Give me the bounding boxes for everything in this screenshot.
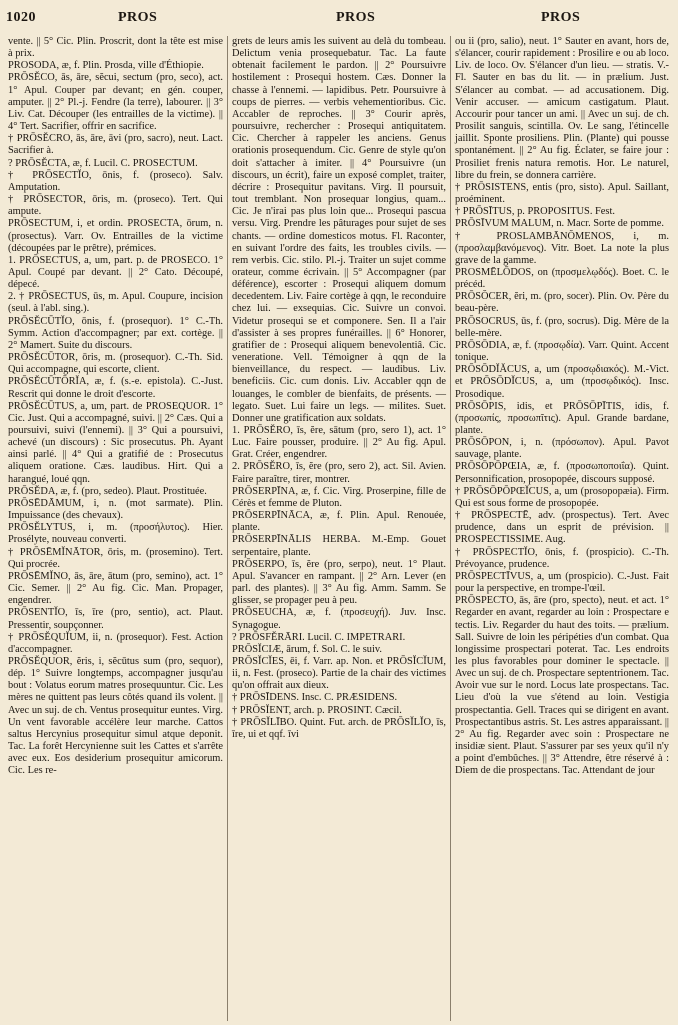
dictionary-entry: PRŌSĔCO, ās, āre, sĕcui, sectum (pro, seco), act. 1° Apul. Couper par devant; en gén. couper, amputer. || 2° Pl.-j. Fendre (la terre), labourer. || 3° Liv. Cat. Découper (les entrailles de la victime). || 4° Tert. Sacrifier, offrir en sacrifice. — [8, 72, 223, 133]
dictionary-entry: PRŌSĔCŪTĬO, ōnis, f. (prosequor). 1° C.-Th. Symm. Action d'accompagner; par ext. cortège. || 2° Mamert. Suite du discours. — [8, 315, 223, 351]
dictionary-entry: grets de leurs amis les suivent au delà du tombeau. Delictum venia prosequebatur. Tac. La faute obtenait facilement le pardon. || 2° Poursuivre hostilement : Prosequi hostem. Cæs. Donner la chasse à l'ennemi. — lapidibus. Petr. Poursuivre à coups de pierres. — verbis vehementioribus. Cic. Accabler de reproches. || 3° Courir après, poursuivre, rechercher : Prosequi antiquitatem. Cic. Chercher à rappeler les anciens. Genus orationis prosequendum. Cic. Genre de style qu'on doit s'attacher à imiter. || 4° Poursuivre (un discours, un écrit), faire un exposé complet, traiter, décrire : Prosequitur pavitans. Virg. Il poursuit, tout tremblant. Non prosequar longius, quam... Cic. Je n'irai pas plus loin que... Prosequi pascua versu. Virg. Prendre les pâturages pour sujet de ses chants. — ordine domesticos motus. Fl. Raconter, en suivant l'ordre des faits, les troubles civils. — rem verbis. Cic. stilo. Pl.-j. Traiter un sujet comme orateur, comme écrivain. || 5° Accompagner (par déférence), escorter : Prosequi aliquem domum decedentem. Liv. Faire cortège à qqn, le reconduire chez lui. — exsequias. Cic. Suivre un convoi. Videtur prosequi se et componere. Sen. Il a l'air d'assister à ses propres funérailles. || 6° Honorer, gratifier de : Prosequi aliquem benevolentiâ. Cic. veneratione. Vell. Témoigner à qqn de la bienveillance, du respect. — laudibus. Liv. beneficiis. Cic. cum donis. Liv. Accabler qqn de louanges, le combler de bienfaits, de présents. — legato. Suet. Lui faire un legs. — milites. Suet. Donner une gratification aux soldats. — [232, 36, 446, 424]
dictionary-entry: † PRŌSISTENS, entis (pro, sisto). Apul. Saillant, proéminent. — [455, 181, 669, 206]
dictionary-entry: PROSMĒLŌDOS, on (προσμελῳδός). Boet. C. le précéd. — [455, 266, 669, 291]
dictionary-entry: vente. || 5° Cic. Plin. Proscrit, dont la tête est mise à prix. — [8, 36, 223, 60]
dictionary-entry: † PRŌSĬLĪBO. Quint. Fut. arch. de PRŌSĬLĬO, īs, īre, ui et qqf. īvi — [232, 716, 446, 740]
dictionary-entry: † PRŌSĔCRO, ās, āre, āvi (pro, sacro), neut. Lact. Sacrifier à. — [8, 133, 223, 157]
dictionary-entry: PRŌSĔQUOR, ĕris, i, sĕcūtus sum (pro, sequor), dép. 1° Suivre longtemps, accompagner jusqu'au bout : Volatus eorum matres prosequuntur. Cic. Les mères ne quittent pas leurs côtés quand ils volent. || Avec un suj. de ch. Ventus prosequitur euntes. Virg. Un vent favorable accélère leur marche. Cattos saltus Hercynius prosequitur simul atque deponit. Tac. La forêt Hercynienne suit les Cattes et s'arrête avec eux. Eos desiderium prosequitur amicorum. Cic. Les re- — [8, 655, 223, 777]
dictionary-entry: PRŌSĔCŪTŌRĬA, æ, f. (s.-e. epistola). C.-Just. Rescrit qui donne le droit d'escorte. — [8, 376, 223, 400]
dictionary-entry: PRŌSEUCHA, æ, f. (προσευχή). Juv. Insc. Synagogue. — [232, 607, 446, 631]
column-middle — [227, 36, 450, 1021]
dictionary-entry: PRŌSĬCIÆ, ārum, f. Sol. C. le suiv. — [232, 643, 382, 655]
dictionary-entry: PRŌSENTĬO, īs, īre (pro, sentio), act. Plaut. Pressentir, soupçonner. — [8, 607, 223, 631]
dictionary-entry: † PRŌSĔQUĬUM, ii, n. (prosequor). Fest. Action d'accompagner. — [8, 631, 223, 655]
column-right — [450, 36, 673, 1021]
dictionary-entry: PRŌSOCRUS, ūs, f. (pro, socrus). Dig. Mère de la belle-mère. — [455, 315, 669, 339]
dictionary-entry: ou ii (pro, salio), neut. 1° Sauter en avant, hors de, s'élancer, courir rapidement : Prosilire e ou ab loco. Liv. de loco. Ov. S'élancer d'un lieu. — stratis. V.-Fl. Sauter en bas du lit. — in prælium. Just. S'élancer au combat. — ad accusationem. Dig. Venir accuser. — amicum castigatum. Plaut. Accourir pour tancer un ami. || Avec un suj. de ch. Prosilit sanguis, scintilla. Ov. Le sang, l'étincelle jaillit. Sponte prosiliens. Plin. (Plante) qui pousse spontanément. || 2° Au fig. Éclater, se faire jour : Prosiliet frenis natura remotis. Hor. Le naturel, libre du frein, se donnera carrière. — [455, 36, 669, 181]
dictionary-entry: † PRŌSĬENT, arch. p. PROSINT. Cæcil. — [232, 704, 402, 716]
dictionary-entry: PRŌSĒMĬNO, ās, āre, ātum (pro, semino), act. 1° Cic. Semer. || 2° Au fig. Cic. Man. Propager, engendrer. — [8, 570, 223, 607]
dictionary-entry: 1. PRŌSECTUS, a, um, part. p. de PROSECO. 1° Apul. Coupé par devant. || 2° Cato. Découpé, dépecé. — [8, 254, 223, 291]
dictionary-entry: † PRŌSĪTUS, p. PROPOSITUS. Fest. — [455, 206, 615, 218]
running-head — [6, 10, 672, 32]
dictionary-entry: † PRŌSĪDENS. Insc. C. PRÆSIDENS. — [232, 692, 398, 704]
dictionary-entry: PRŌSERPO, īs, ĕre (pro, serpo), neut. 1° Plaut. Apul. S'avancer en rampant. || 2° Arn. Lever (en parl. des plantes). || 3° Au fig. Amm. Samm. Se glisser, se propager peu à peu. — [232, 558, 446, 607]
dictionary-entry: † PRŌSĒMĬNĀTOR, ōris, m. (prosemino). Tert. Qui procrée. — [8, 546, 223, 570]
dictionary-entry: PRŌSŌPIS, idis, et PRŌSŌPĪTIS, idis, f. (προσωπίς, προσωπῖτις). Apul. Grande bardane, plante. — [455, 400, 669, 436]
dictionary-entry: PRŌSŌDIA, æ, f. (προσῳδία). Varr. Quint. Accent tonique. — [455, 339, 669, 364]
dictionary-entry: PRŌSĬCĬES, ēi, f. Varr. ap. Non. et PRŌSĬCĬUM, ii, n. Fest. (proseco). Partie de la chair des victimes qu'on offrait aux dieux. — [232, 655, 446, 692]
dictionary-entry: 2. PRŌSĔRO, īs, ĕre (pro, sero 2), act. Sil. Avien. Faire paraître, tirer, montrer. — [232, 461, 446, 485]
page-number: 1020 — [6, 10, 36, 25]
dictionary-entry: ? PRŌSFĔRĀRI. Lucil. C. IMPETRARI. — [232, 631, 406, 643]
dictionary-entry: PRŌSĔCŪTOR, ōris, m. (prosequor). C.-Th. Sid. Qui accompagne, qui escorte, client. — [8, 352, 223, 376]
dictionary-entry: PRŌSERPĪNA, æ, f. Cic. Virg. Proserpine, fille de Cérès et femme de Pluton. — [232, 485, 446, 509]
dictionary-entry: 2. † PRŌSECTUS, ūs, m. Apul. Coupure, incision (seul. à l'abl. sing.). — [8, 291, 223, 315]
running-head-right: PROS — [541, 10, 581, 25]
dictionary-entry: 1. PRŌSĔRO, īs, ĕre, sātum (pro, sero 1), act. 1° Luc. Faire pousser, produire. || 2° Au fig. Apul. Grat. Créer, engendrer. — [232, 425, 446, 461]
dictionary-entry: † PRŌSPECTĬO, ōnis, f. (prospicio). C.-Th. Prévoyance, prudence. — [455, 546, 669, 570]
column-left — [4, 36, 227, 1021]
dictionary-entry: ? PRŌSĔCTA, æ, f. Lucil. C. PROSECTUM. — [8, 157, 198, 169]
dictionary-entry: PRŌSECTUM, i, et ordin. PROSECTA, ōrum, n. (prosectus). Varr. Ov. Entrailles de la victime (découpées par le prêtre), prémices. — [8, 218, 223, 254]
dictionary-entry: PRŌSĒDĀMUM, i, n. (mot sarmate). Plin. Impuissance (des chevaux). — [8, 497, 223, 522]
dictionary-entry: PRŌSĪVUM MALUM, n. Macr. Sorte de pomme. — [455, 218, 664, 230]
dictionary-entry: PRŌSŌPŌPŒIA, æ, f. (προσωποποιΐα). Quint. Personnification, prosopopée, discours supposé. — [455, 461, 669, 485]
dictionary-entry: PRŌSŌDĬĂCUS, a, um (προσῳδιακός). M.-Vict. et PRŌSŌDĬCUS, a, um (προσῳδικός). Insc. Prosodique. — [455, 364, 669, 400]
dictionary-entry: PRŌSŌPON, i, n. (πρόσωπον). Apul. Pavot sauvage, plante. — [455, 437, 669, 461]
dictionary-entry: PRŌSĔLYTUS, i, m. (προσήλυτος). Hier. Prosélyte, nouveau converti. — [8, 522, 223, 546]
dictionary-entry: PRŌSĔCŪTUS, a, um, part. de PROSEQUOR. 1° Cic. Just. Qui a accompagné, suivi. || 2° Cæs. Qui a poursuivi, suivi (l'ennemi). || 3° Qui a poursuivi, achevé (un discours) : Sic prosecutus. Ph. Ayant ainsi parlé. || 4° Qui a gratifié de : Prosecutus aliquem oratione. Cæs. laudibus. Hirt. Qui a harangué, loué qqn. — [8, 400, 223, 485]
dictionary-entry: PRŌSĔDA, æ, f. (pro, sedeo). Plaut. Prostituée. — [8, 485, 207, 497]
running-head-left: PROS — [118, 10, 158, 25]
dictionary-entry: † PRŌSECTOR, ōris, m. (proseco). Tert. Qui ampute. — [8, 194, 223, 218]
dictionary-entry: † PRŌSŌPŌPŒĬCUS, a, um (prosopopæia). Firm. Qui est sous forme de prosopopée. — [455, 485, 669, 509]
running-head-center: PROS — [336, 10, 376, 25]
dictionary-entry: PRŌSPECTĪVUS, a, um (prospicio). C.-Just. Fait pour la perspective, en trompe-l'œil. — [455, 570, 669, 595]
dictionary-entry: PROSODA, æ, f. Plin. Prosda, ville d'Éthiopie. — [8, 60, 204, 72]
dictionary-entry: PRŌSERPĪNĀLIS HERBA. M.-Emp. Gouet serpentaire, plante. — [232, 534, 446, 558]
dictionary-entry: † PRŌSECTĬO, ōnis, f. (proseco). Salv. Amputation. — [8, 169, 223, 193]
text-columns — [4, 36, 674, 1021]
dictionary-entry: PRŌSPECTO, ās, āre (pro, specto), neut. et act. 1° Regarder en avant, regarder au loin : Prospectare e tectis. Liv. Regarder du haut des toits. — prælium. Sall. Suivre de loin les péripéties d'un combat. Qua longissime prospectari poterat. Tac. Les endroits les plus favorables pour dominer le spectacle. || Avec un suj. de ch. Prospectare septentrionem. Tac. Avoir vue sur le nord. Locus late prospectans. Tac. Lieu d'où la vue s'étend au loin. Vestigia prospectantia. Gell. Traces qui se dirigent en avant. Prospectantibus astris. St. Les astres apparaissant. || 2° Au fig. Regarder avec soin : Prospectare ne insidiæ sient. Plaut. S'assurer par ses yeux qu'il n'y a point d'embûches. || 3° Attendre, être réservé à : Diem de die prospectans. Tac. Attendant de jour — [455, 595, 669, 777]
dictionary-entry: PRŌSERPĪNĀCA, æ, f. Plin. Apul. Renouée, plante. — [232, 510, 446, 534]
dictionary-entry: PRŌSŎCER, ĕri, m. (pro, socer). Plin. Ov. Père du beau-père. — [455, 291, 669, 315]
dictionary-entry: † PRŌSPECTĒ, adv. (prospectus). Tert. Avec prudence, dans un esprit de prévision. || PROSPECTISSIME. Aug. — [455, 510, 669, 546]
dictionary-entry: † PROSLAMBĀNŎMENOS, i, m. (προσλαμβανόμενος). Vitr. Boet. La note la plus grave de la gamme. — [455, 230, 669, 266]
